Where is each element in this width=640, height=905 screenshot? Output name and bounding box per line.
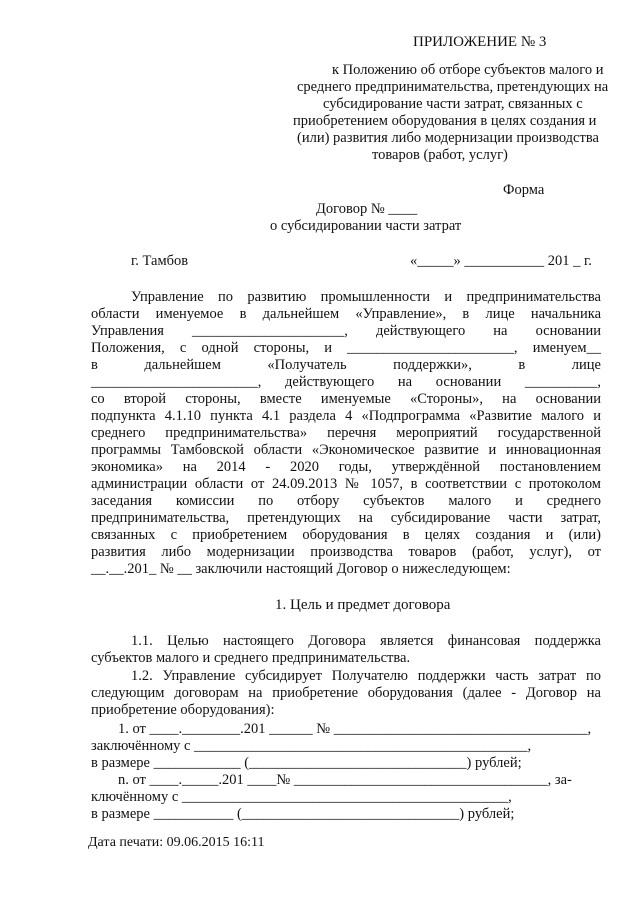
contract-subtitle: о субсидировании части затрат <box>270 218 462 234</box>
contract-item-line: заключённому с ______________________________________________, <box>91 738 532 754</box>
appendix-line: приобретением оборудования в целях создания и <box>293 113 597 129</box>
contract-item-line: 1. от ____.________.201 ______ № ___________________________________, <box>118 721 592 737</box>
contract-item-line: в размере ____________ (______________________________) рублей; <box>91 755 522 771</box>
preamble-line: Управление по развитию промышленности и предпринимательства <box>131 289 601 305</box>
appendix-title: ПРИЛОЖЕНИЕ № 3 <box>413 34 547 50</box>
preamble-line: заседания комиссии по отбору субъектов малого и среднего <box>91 493 601 509</box>
contract-item-line: n. от ____._____.201 ____№ ___________________________________, за- <box>118 772 572 788</box>
preamble-line: Положения, с одной стороны, и _______________________, именуем__ <box>91 340 601 356</box>
appendix-line: к Положению об отборе субъектов малого и <box>332 62 604 78</box>
paragraph-1-2: приобретение оборудования): <box>91 702 275 718</box>
contract-item-line: ключённому с _____________________________________________, <box>91 789 512 805</box>
preamble-line: Управления _____________________, действующего на основании <box>91 323 601 339</box>
paragraph-1-2: 1.2. Управление субсидирует Получателю поддержки часть затрат по <box>131 668 601 684</box>
print-date: Дата печати: 09.06.2015 16:11 <box>88 835 265 850</box>
contract-item-line: в размере ___________ (______________________________) рублей; <box>91 806 515 822</box>
form-label: Форма <box>503 182 545 198</box>
preamble-line: предпринимательства, претендующих на субсидирование части затрат, <box>91 510 601 526</box>
preamble-line: экономика» на 2014 - 2020 годы, утверждённой постановлением <box>91 459 601 475</box>
preamble-line: области именуемое в дальнейшем «Управление», в лице начальника <box>91 306 601 322</box>
preamble-line: подпункта 4.1.10 пункта 4.1 раздела 4 «Подпрограмма «Развитие малого и <box>91 408 601 424</box>
appendix-line: товаров (работ, услуг) <box>372 147 508 163</box>
appendix-line: среднего предпринимательства, претендующих на <box>297 79 609 95</box>
preamble-line: программы Тамбовской области «Экономическое развитие и инновационная <box>91 442 601 458</box>
appendix-line: (или) развития либо модернизации производства <box>297 130 599 146</box>
preamble-line: __.__.201_ № __ заключили настоящий Договор о нижеследующем: <box>91 561 511 577</box>
preamble-line: _______________________, действующего на основании __________, <box>91 374 601 390</box>
preamble-line: в дальнейшем «Получатель поддержки», в лице <box>91 357 601 373</box>
preamble-line: администрации области от 24.09.2013 № 1057, в соответствии с протоколом <box>91 476 601 492</box>
preamble-line: среднего предпринимательства» перечня мероприятий государственной <box>91 425 601 441</box>
contract-title: Договор № ____ <box>316 201 418 217</box>
paragraph-1-1: 1.1. Целью настоящего Договора является финансовая поддержка <box>131 633 601 649</box>
paragraph-1-2: следующим договорам на приобретение оборудования (далее - Договор на <box>91 685 601 701</box>
place: г. Тамбов <box>131 253 189 269</box>
section-heading: 1. Цель и предмет договора <box>275 597 451 613</box>
preamble-line: со второй стороны, вместе именуемые «Стороны», на основании <box>91 391 601 407</box>
preamble-line: связанных с приобретением оборудования в целях создания и (или) <box>91 527 601 543</box>
paragraph-1-1: субъектов малого и среднего предпринимательства. <box>91 650 411 666</box>
preamble-line: развития либо модернизации производства товаров (работ, услуг), от <box>91 544 601 560</box>
date-line: «_____» ___________ 201 _ г. <box>410 253 592 269</box>
appendix-line: субсидирование части затрат, связанных с <box>323 96 583 112</box>
